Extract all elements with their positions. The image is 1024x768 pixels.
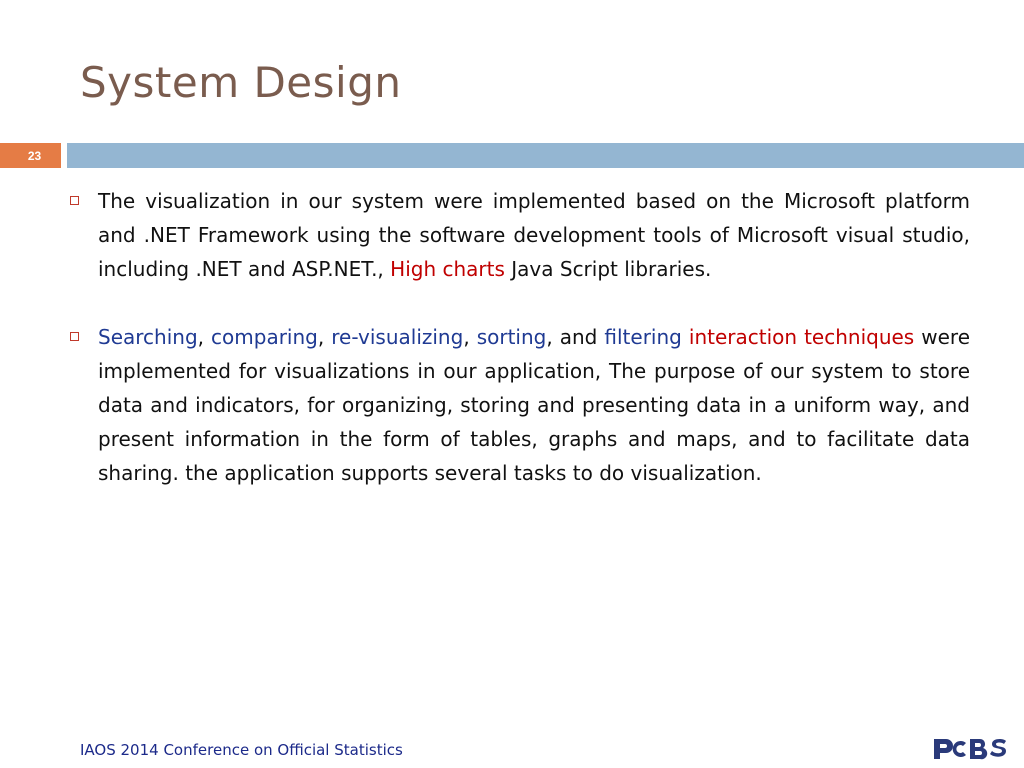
text-segment: Java Script libraries.: [504, 257, 712, 281]
highlight-term: re-visualizing: [331, 325, 464, 349]
bullet-text: [98, 320, 970, 490]
highlight-term: comparing: [211, 325, 318, 349]
highlight-term: filtering: [604, 325, 682, 349]
square-bullet-icon: [70, 332, 79, 341]
text-segment: ,: [317, 325, 332, 349]
page-number-badge: [0, 143, 61, 168]
highlight-term: Searching: [98, 325, 198, 349]
bullet-item: [64, 320, 970, 490]
pcbs-logo-icon: [932, 735, 1008, 763]
bullet-text: [98, 184, 970, 286]
text-segment: , and: [546, 325, 605, 349]
page-number: 23: [27, 148, 42, 163]
text-segment: were implemented for visualizations in our application, The purpose of our system to store data and indicators, for organizing, storing and presenting data in a uniform way, and present information in the form of tables, graphs and maps, and to facilitate data sharing. the application supports several tasks to do visualization.: [98, 325, 971, 485]
bullet-list: [64, 184, 970, 524]
text-segment: ,: [197, 325, 212, 349]
highlight-term: High charts: [390, 257, 505, 281]
highlight-term: interaction techniques: [688, 325, 915, 349]
slide-title: System Design: [80, 58, 402, 107]
bullet-item: [64, 184, 970, 286]
title-divider-bar: [67, 143, 1024, 168]
slide-footer: IAOS 2014 Conference on Official Statistics: [80, 741, 403, 759]
text-segment: [682, 325, 689, 349]
text-segment: ,: [463, 325, 477, 349]
highlight-term: sorting: [476, 325, 547, 349]
square-bullet-icon: [70, 196, 79, 205]
text-segment: The visualization in our system were implemented based on the Microsoft platform and .NET Framework using the software development tools of Microsoft visual studio, including .NET and ASP.NET.,: [98, 189, 970, 281]
